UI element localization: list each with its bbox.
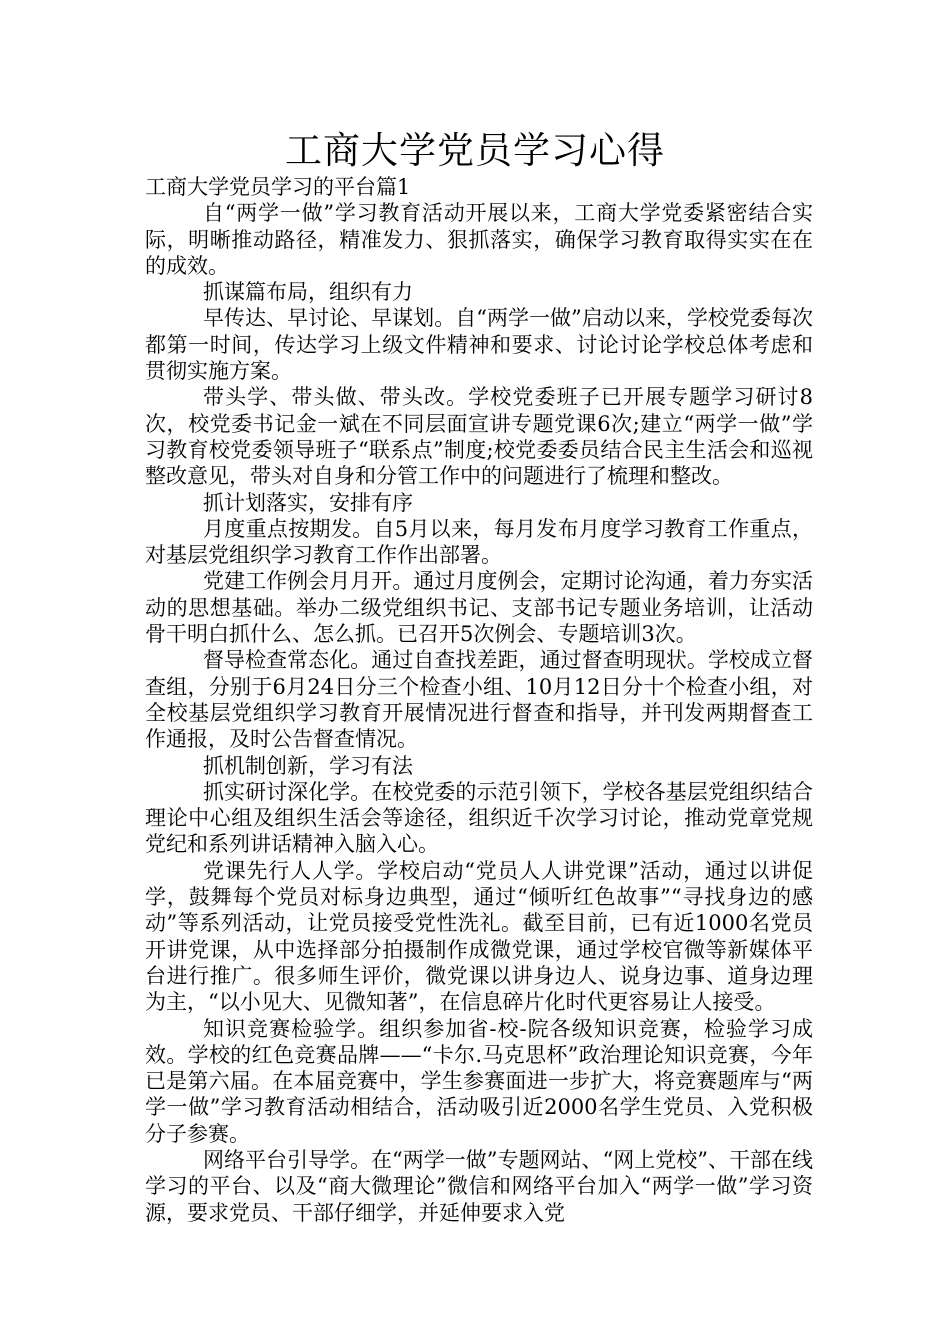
paragraph: 带头学、带头做、带头改。学校党委班子已开展专题学习研讨8次，校党委书记金一斌在不同层面宣讲专题党课6次;建立“两学一做”学习教育校党委领导班子“联系点”制度;校党委委员结合民主生活会和巡视整改意见，带头对自身和分管工作中的问题进行了梳理和整改。 xyxy=(145,385,813,489)
document-title: 工商大学党员学习心得 xyxy=(285,129,665,172)
section-subtitle: 工商大学党员学习的平台篇1 xyxy=(145,175,411,199)
paragraph: 党课先行人人学。学校启动“党员人人讲党课”活动，通过以讲促学，鼓舞每个党员对标身边典型，通过“倾听红色故事”“寻找身边的感动”等系列活动，让党员接受党性洗礼。截至目前，已有近1000名党员开讲党课，从中选择部分拍摄制作成微党课，通过学校官微等新媒体平台进行推广。很多师生评价，微党课以讲身边人、说身边事、道身边理为主，“以小见大、见微知著”，在信息碎片化时代更容易让人接受。 xyxy=(145,858,813,1015)
section-heading: 抓谋篇布局，组织有力 xyxy=(203,280,413,305)
paragraph: 督导检查常态化。通过自查找差距，通过督查明现状。学校成立督查组，分别于6月24日分三个检查小组、10月12日分十个检查小组，对全校基层党组织学习教育开展情况进行督查和指导，并刊发两期督查工作通报，及时公告督查情况。 xyxy=(145,648,813,752)
paragraph: 月度重点按期发。自5月以来，每月发布月度学习教育工作重点，对基层党组织学习教育工作作出部署。 xyxy=(145,516,813,568)
paragraph: 知识竞赛检验学。组织参加省-校-院各级知识竞赛，检验学习成效。学校的红色竞赛品牌——“卡尔.马克思杯”政治理论知识竞赛，今年已是第六届。在本届竞赛中，学生参赛面进一步扩大，将竞赛题库与“两学一做”学习教育活动相结合，活动吸引近2000名学生党员、入党积极分子参赛。 xyxy=(145,1016,813,1146)
paragraph: 网络平台引导学。在“两学一做”专题网站、“网上党校”、干部在线学习的平台、以及“商大微理论”微信和网络平台加入“两学一做”学习资源，要求党员、干部仔细学，并延伸要求入党 xyxy=(145,1147,813,1225)
section-heading: 抓计划落实，安排有序 xyxy=(203,490,413,515)
paragraph: 党建工作例会月月开。通过月度例会，定期讨论沟通，着力夯实活动的思想基础。举办二级党组织书记、支部书记专题业务培训，让活动骨干明白抓什么、怎么抓。已召开5次例会、专题培训3次。 xyxy=(145,569,813,647)
paragraph: 早传达、早讨论、早谋划。自“两学一做”启动以来，学校党委每次都第一时间，传达学习上级文件精神和要求、讨论讨论学校总体考虑和贯彻实施方案。 xyxy=(145,306,813,384)
section-heading: 抓机制创新，学习有法 xyxy=(203,753,413,778)
paragraph: 抓实研讨深化学。在校党委的示范引领下，学校各基层党组织结合理论中心组及组织生活会等途径，组织近千次学习讨论，推动党章党规党纪和系列讲话精神入脑入心。 xyxy=(145,779,813,857)
document-body xyxy=(145,174,813,1226)
paragraph: 自“两学一做”学习教育活动开展以来，工商大学党委紧密结合实际，明晰推动路径，精准发力、狠抓落实，确保学习教育取得实实在在的成效。 xyxy=(145,201,813,278)
